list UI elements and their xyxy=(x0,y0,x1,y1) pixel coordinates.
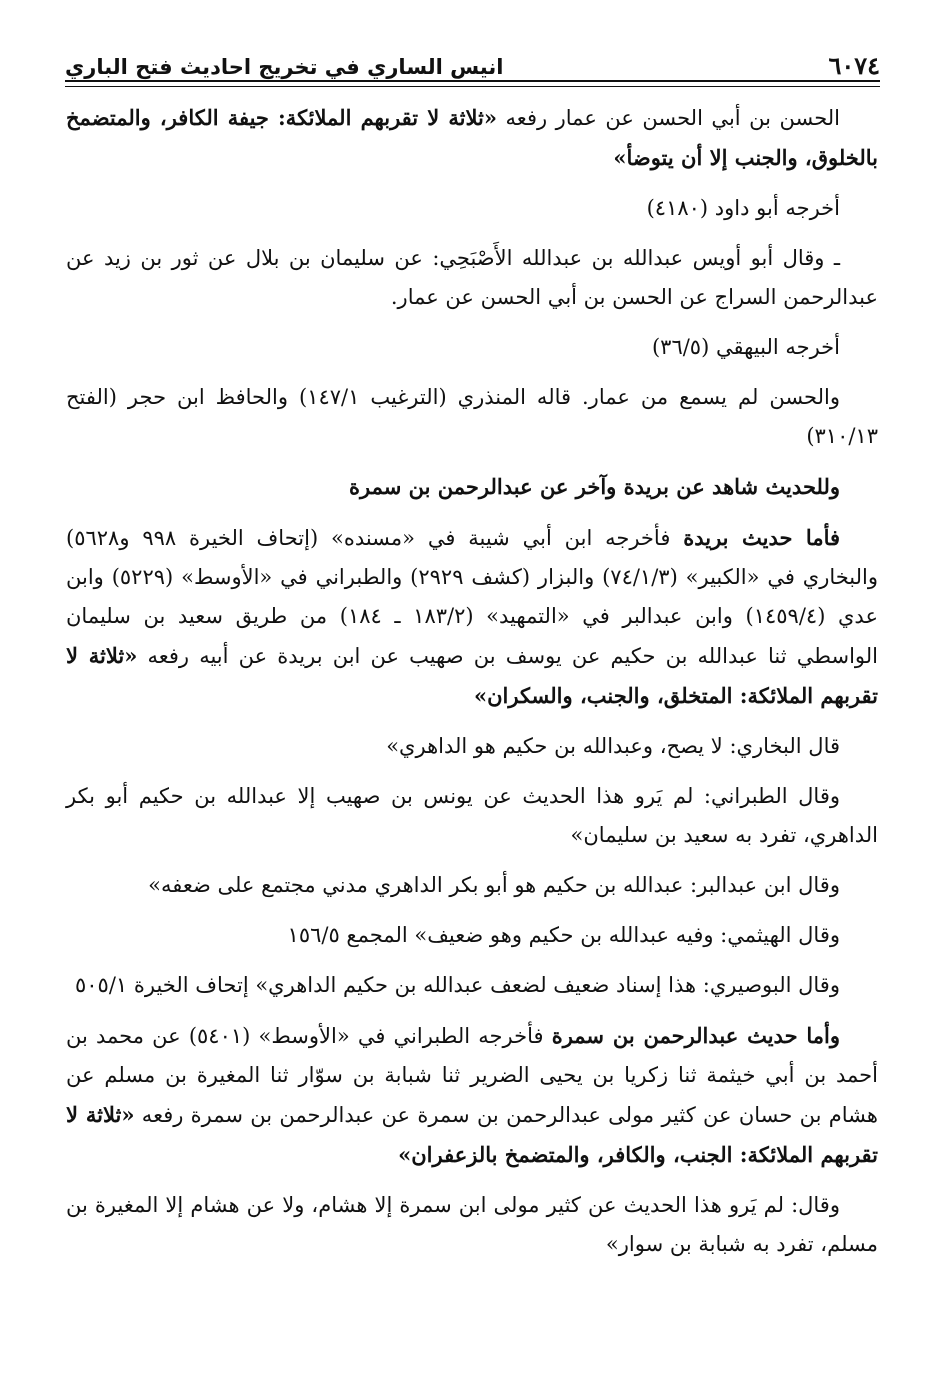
paragraph: وقال: لم يَرو هذا الحديث عن كثير مولى ابن سمرة إلا هشام، ولا عن هشام إلا المغيرة بن مسلم، تفرد به شبابة بن سوار» xyxy=(66,1193,878,1256)
page-number: ٦٠٧٤ xyxy=(828,51,880,80)
paragraph: وقال البوصيري: هذا إسناد ضعيف لضعف عبدالله بن حكيم الداهري» إتحاف الخيرة ٥٠٥/١ xyxy=(74,973,840,997)
header-rule xyxy=(65,80,880,82)
header-rule-thin xyxy=(65,86,880,87)
paragraph: ـ وقال أبو أويس عبدالله بن عبدالله الأَصْبَحِي: عن سليمان بن بلال عن ثور بن زيد عن عبدالرحمن السراج عن الحسن بن أبي الحسن عن عمار. xyxy=(66,246,878,309)
paragraph: وقال الهيثمي: وفيه عبدالله بن حكيم وهو ضعيف» المجمع ١٥٦/٥ xyxy=(287,923,840,947)
paragraph: وقال الطبراني: لم يَرو هذا الحديث عن يونس بن صهيب إلا عبدالله بن حكيم أبو بكر الداهري، تفرد به سعيد بن سليمان» xyxy=(66,784,878,847)
paragraph: الحسن بن أبي الحسن عن عمار رفعه «ثلاثة لا تقربهم الملائكة: جيفة الكافر، والمتضمخ بالخلوق، والجنب إلا أن يتوضأ» xyxy=(66,105,878,170)
page-body xyxy=(66,98,878,1275)
paragraph: أخرجه أبو داود (٤١٨٠) xyxy=(646,196,840,220)
page-header xyxy=(65,38,880,78)
paragraph: أخرجه البيهقي (٣٦/٥) xyxy=(651,335,840,359)
paragraph: فأما حديث بريدة فأخرجه ابن أبي شيبة في «مسنده» (إتحاف الخيرة ٩٩٨ و٥٦٢٨) والبخاري في «الكبير» (٧٤/١/٣) والبزار (كشف ٢٩٢٩) والطبراني في «الأوسط» (٥٢٢٩) وابن عدي (١٤٥٩/٤) وابن عبدالبر في «التمهيد» (١٨٣/٢ ـ ١٨٤) من طريق سعيد بن سليمان الواسطي ثنا عبدالله بن حكيم عن يوسف بن صهيب عن ابن بريدة عن أبيه رفعه «ثلاثة لا تقربهم الملائكة: المتخلق، والجنب، والسكران» xyxy=(66,525,878,708)
paragraph: وأما حديث عبدالرحمن بن سمرة فأخرجه الطبراني في «الأوسط» (٥٤٠١) عن محمد بن أحمد بن أبي خيثمة ثنا زكريا بن يحيى الضرير ثنا شبابة بن سوّار ثنا المغيرة بن مسلم عن هشام بن حسان عن كثير مولى عبدالرحمن بن سمرة عن عبدالرحمن بن سمرة رفعه «ثلاثة لا تقربهم الملائكة: الجنب، والكافر، والمتضمخ بالزعفران» xyxy=(66,1023,878,1167)
running-title: انيس الساري في تخريج احاديث فتح الباري xyxy=(65,55,504,79)
paragraph: قال البخاري: لا يصح، وعبدالله بن حكيم هو الداهري» xyxy=(386,734,840,758)
paragraph: وقال ابن عبدالبر: عبدالله بن حكيم هو أبو بكر الداهري مدني مجتمع على ضعفه» xyxy=(148,873,840,897)
section-heading: وللحديث شاهد عن بريدة وآخر عن عبدالرحمن بن سمرة xyxy=(349,474,840,499)
paragraph: والحسن لم يسمع من عمار. قاله المنذري (الترغيب ١٤٧/١) والحافظ ابن حجر (الفتح ٣١٠/١٣) xyxy=(66,385,878,448)
